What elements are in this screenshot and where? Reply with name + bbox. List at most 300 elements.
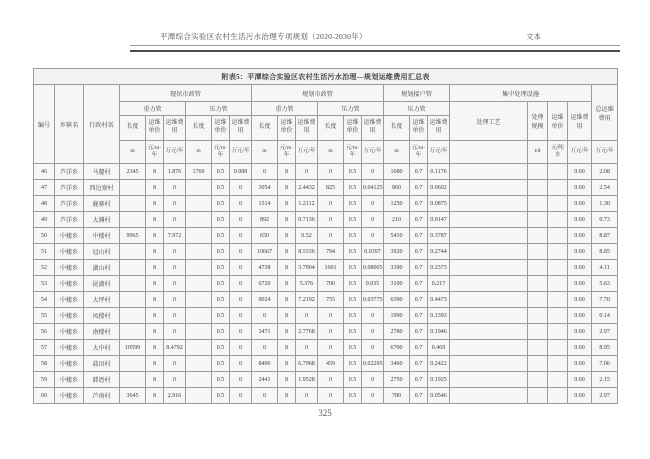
table-row bbox=[34, 292, 618, 308]
table-cell: 51 bbox=[34, 244, 55, 260]
table-cell: 0.00 bbox=[568, 196, 592, 212]
table-cell: 8 bbox=[146, 164, 164, 180]
table-cell: 46 bbox=[34, 164, 55, 180]
table-cell: 0 bbox=[362, 340, 384, 356]
table-cell: 8 bbox=[278, 388, 296, 404]
table-cell bbox=[528, 180, 548, 196]
table-row bbox=[34, 164, 618, 180]
header-cell-length: 长度 bbox=[186, 116, 212, 141]
table-cell: 0.0546 bbox=[428, 388, 450, 404]
table-cell: 60 bbox=[34, 388, 55, 404]
header-group-central: 集中处理设施 bbox=[450, 85, 592, 102]
table-cell: 0 bbox=[362, 212, 384, 228]
table-cell bbox=[120, 212, 146, 228]
header-cell-om-cost: 运维费用 bbox=[164, 116, 186, 141]
table-cell bbox=[120, 180, 146, 196]
table-cell: 8 bbox=[146, 356, 164, 372]
table-cell bbox=[548, 308, 568, 324]
table-cell: 3645 bbox=[120, 388, 146, 404]
table-row bbox=[34, 196, 618, 212]
table-cell: 1.2112 bbox=[296, 196, 318, 212]
table-cell: 1601 bbox=[318, 260, 344, 276]
table-cell bbox=[450, 388, 528, 404]
table-cell: 892 bbox=[252, 212, 278, 228]
table-cell: 8 bbox=[278, 340, 296, 356]
table-cell: 0 bbox=[318, 196, 344, 212]
table-cell bbox=[528, 324, 548, 340]
header-rule-thick bbox=[130, 50, 620, 52]
header-rule-thin bbox=[130, 45, 620, 46]
header-cell-unit-price: 运维单价 bbox=[146, 116, 164, 141]
table-cell: 0.00 bbox=[568, 292, 592, 308]
table-cell bbox=[548, 340, 568, 356]
table-cell: 8 bbox=[146, 308, 164, 324]
table-cell bbox=[450, 180, 528, 196]
unit-cell-per-m: 元/m·年 bbox=[410, 141, 428, 164]
unit-cell-wan: 万元/年 bbox=[230, 141, 252, 164]
table-cell: 0.5 bbox=[212, 372, 230, 388]
table-cell: 马腿村 bbox=[84, 164, 120, 180]
table-row bbox=[34, 212, 618, 228]
table-cell: 0.00 bbox=[568, 356, 592, 372]
table-row bbox=[34, 228, 618, 244]
table-cell: 2.7768 bbox=[296, 324, 318, 340]
table-cell: 0 bbox=[230, 180, 252, 196]
table-cell: 6.7968 bbox=[296, 356, 318, 372]
table-cell: 53 bbox=[34, 276, 55, 292]
table-cell: 0 bbox=[164, 356, 186, 372]
unit-cell-blank bbox=[450, 141, 528, 164]
table-cell: 9024 bbox=[252, 292, 278, 308]
table-cell: 50 bbox=[34, 228, 55, 244]
table-cell: 6720 bbox=[252, 276, 278, 292]
table-cell: 0 bbox=[362, 196, 384, 212]
table-cell: 0.5 bbox=[212, 260, 230, 276]
table-cell: 8 bbox=[146, 212, 164, 228]
table-cell: 0.04125 bbox=[362, 180, 384, 196]
table-cell: 0.7 bbox=[410, 244, 428, 260]
table-cell: 0 bbox=[230, 276, 252, 292]
table-cell: 8 bbox=[146, 340, 164, 356]
table-cell: 0.0875 bbox=[428, 196, 450, 212]
table-cell: 中楼乡 bbox=[55, 388, 84, 404]
table-cell: 0.00 bbox=[568, 324, 592, 340]
unit-cell-m: m bbox=[186, 141, 212, 164]
table-cell: 2.08 bbox=[592, 164, 618, 180]
header-sub-pressure: 压力管 bbox=[384, 102, 450, 116]
table-cell: 0 bbox=[164, 212, 186, 228]
table-cell: 0 bbox=[318, 164, 344, 180]
table-cell: 794 bbox=[318, 244, 344, 260]
table-cell: 0.5 bbox=[212, 340, 230, 356]
header-cell-scale: 处理规模 bbox=[528, 102, 548, 141]
table-cell bbox=[120, 276, 146, 292]
table-cell: 0 bbox=[318, 228, 344, 244]
table-cell bbox=[450, 292, 528, 308]
table-cell bbox=[186, 372, 212, 388]
table-cell: 盐田村 bbox=[84, 356, 120, 372]
table-cell: 0.7 bbox=[410, 212, 428, 228]
table-cell: 8 bbox=[146, 388, 164, 404]
table-cell: 8.95 bbox=[592, 340, 618, 356]
table-cell: 3.7904 bbox=[296, 260, 318, 276]
table-cell: 0 bbox=[230, 212, 252, 228]
cost-summary-table-wrap bbox=[33, 68, 618, 404]
table-cell: 2345 bbox=[120, 164, 146, 180]
table-cell: 中楼乡 bbox=[55, 276, 84, 292]
table-cell: 5.376 bbox=[296, 276, 318, 292]
table-cell bbox=[548, 388, 568, 404]
table-cell: 0.7 bbox=[410, 164, 428, 180]
unit-cell-per-ton: 元/吨水 bbox=[548, 141, 568, 164]
table-cell bbox=[186, 308, 212, 324]
table-cell: 中楼乡 bbox=[55, 324, 84, 340]
table-cell: 0.5 bbox=[344, 180, 362, 196]
table-cell: 6700 bbox=[384, 340, 410, 356]
table-cell: 0.7 bbox=[410, 388, 428, 404]
table-cell bbox=[186, 276, 212, 292]
table-cell: 8.85 bbox=[592, 244, 618, 260]
header-cell-central-unit-price: 运维单价 bbox=[548, 102, 568, 141]
table-cell bbox=[450, 276, 528, 292]
table-cell: 0.217 bbox=[428, 276, 450, 292]
table-cell: 8.87 bbox=[592, 228, 618, 244]
table-cell bbox=[528, 212, 548, 228]
table-cell: 大渊村 bbox=[84, 212, 120, 228]
table-cell: 0 bbox=[362, 388, 384, 404]
table-cell: 中楼乡 bbox=[55, 372, 84, 388]
table-cell: 0.5 bbox=[344, 340, 362, 356]
table-cell: 芦洋乡 bbox=[55, 212, 84, 228]
table-cell: 7.2192 bbox=[296, 292, 318, 308]
table-cell: 2780 bbox=[384, 324, 410, 340]
unit-cell-per-m: 元/m·年 bbox=[344, 141, 362, 164]
table-title: 附表5：平潭综合实验区农村生活污水治理—规划运维费用汇总表 bbox=[34, 69, 618, 85]
table-cell: 0 bbox=[252, 164, 278, 180]
header-cell-unit-price: 运维单价 bbox=[410, 116, 428, 141]
table-cell: 0.5 bbox=[344, 228, 362, 244]
table-cell: 3054 bbox=[252, 180, 278, 196]
table-cell bbox=[186, 356, 212, 372]
table-cell: 韩厝村 bbox=[84, 372, 120, 388]
table-cell: 0.03775 bbox=[362, 292, 384, 308]
table-cell: 55 bbox=[34, 308, 55, 324]
table-cell bbox=[120, 372, 146, 388]
table-cell: 52 bbox=[34, 260, 55, 276]
table-cell: 10667 bbox=[252, 244, 278, 260]
table-cell: 0.00 bbox=[568, 180, 592, 196]
table-cell bbox=[528, 372, 548, 388]
table-cell: 0 bbox=[164, 372, 186, 388]
table-cell: 昆湖村 bbox=[84, 276, 120, 292]
table-cell bbox=[548, 292, 568, 308]
table-cell: 8 bbox=[146, 260, 164, 276]
table-cell: 459 bbox=[318, 356, 344, 372]
table-cell: 8 bbox=[278, 196, 296, 212]
table-cell: 0.5 bbox=[212, 356, 230, 372]
table-cell bbox=[528, 292, 548, 308]
table-cell: 0.1925 bbox=[428, 372, 450, 388]
table-cell: 8.4792 bbox=[164, 340, 186, 356]
unit-cell-m: m bbox=[120, 141, 146, 164]
table-cell: 0 bbox=[230, 196, 252, 212]
table-cell bbox=[528, 164, 548, 180]
unit-cell-wan: 万元/年 bbox=[362, 141, 384, 164]
table-cell: 825 bbox=[318, 180, 344, 196]
table-cell: 0 bbox=[318, 372, 344, 388]
table-cell bbox=[548, 180, 568, 196]
table-cell: 0.2422 bbox=[428, 356, 450, 372]
table-cell bbox=[528, 244, 548, 260]
header-cell-unit-price: 运维单价 bbox=[344, 116, 362, 141]
table-cell: 210 bbox=[384, 212, 410, 228]
table-cell bbox=[548, 228, 568, 244]
header-sub-pressure: 压力管 bbox=[186, 102, 252, 116]
table-cell bbox=[120, 244, 146, 260]
table-cell: 1250 bbox=[384, 196, 410, 212]
header-group-household: 规划接户管 bbox=[384, 85, 450, 102]
table-cell: 0 bbox=[230, 292, 252, 308]
table-cell: 中楼乡 bbox=[55, 244, 84, 260]
table-cell: 0.1176 bbox=[428, 164, 450, 180]
table-cell: 0 bbox=[230, 260, 252, 276]
table-cell: 0.7 bbox=[410, 260, 428, 276]
table-cell: 0.02295 bbox=[362, 356, 384, 372]
table-cell bbox=[548, 324, 568, 340]
table-cell: 700 bbox=[318, 276, 344, 292]
unit-cell-wan: 万元/年 bbox=[592, 141, 618, 164]
table-cell: 0.7 bbox=[410, 228, 428, 244]
table-cell: 7.70 bbox=[592, 292, 618, 308]
table-cell: 8 bbox=[146, 372, 164, 388]
table-cell: 10599 bbox=[120, 340, 146, 356]
table-cell: 中楼乡 bbox=[55, 292, 84, 308]
table-cell: 48 bbox=[34, 196, 55, 212]
table-cell: 8 bbox=[278, 356, 296, 372]
header-cell-unit-price: 运维单价 bbox=[278, 116, 296, 141]
table-cell: 0.0397 bbox=[362, 244, 384, 260]
table-cell: 9965 bbox=[120, 228, 146, 244]
table-cell bbox=[450, 308, 528, 324]
table-cell: 8 bbox=[278, 212, 296, 228]
unit-cell-per-m: 元/m·年 bbox=[146, 141, 164, 164]
unit-cell-per-m: 元/m·年 bbox=[278, 141, 296, 164]
table-cell: 47 bbox=[34, 180, 55, 196]
table-cell: 3471 bbox=[252, 324, 278, 340]
table-cell: 0 bbox=[230, 324, 252, 340]
table-cell: 0.7 bbox=[410, 372, 428, 388]
table-cell: 0.7 bbox=[410, 180, 428, 196]
table-cell: 0.00 bbox=[568, 340, 592, 356]
table-cell: 8.5336 bbox=[296, 244, 318, 260]
table-cell bbox=[450, 324, 528, 340]
header-cell-process: 处理工艺 bbox=[450, 102, 528, 141]
table-cell: 湖山村 bbox=[84, 260, 120, 276]
table-cell: 59 bbox=[34, 372, 55, 388]
table-cell: 0 bbox=[362, 164, 384, 180]
table-row bbox=[34, 324, 618, 340]
header-cell-unit-price: 运维单价 bbox=[212, 116, 230, 141]
table-cell: 0 bbox=[230, 340, 252, 356]
table-cell bbox=[548, 260, 568, 276]
header-sub-gravity: 重力管 bbox=[252, 102, 318, 116]
table-cell: 8 bbox=[278, 228, 296, 244]
table-cell: 芦洋乡 bbox=[55, 196, 84, 212]
header-cell-om-cost: 运维费用 bbox=[230, 116, 252, 141]
table-cell: 2.97 bbox=[592, 324, 618, 340]
table-cell: 0 bbox=[318, 340, 344, 356]
table-cell bbox=[548, 356, 568, 372]
table-cell: 1.876 bbox=[164, 164, 186, 180]
table-cell bbox=[186, 340, 212, 356]
table-cell bbox=[450, 164, 528, 180]
table-cell: 650 bbox=[252, 228, 278, 244]
table-cell: 0.7 bbox=[410, 276, 428, 292]
table-cell bbox=[120, 308, 146, 324]
table-cell: 0.00 bbox=[568, 388, 592, 404]
table-cell: 0.5 bbox=[344, 212, 362, 228]
header-sub-gravity: 重力管 bbox=[120, 102, 186, 116]
page-header-title: 平潭综合实验区农村生活污水治理专项规划（2020-2030年） bbox=[160, 32, 367, 41]
table-cell: 0 bbox=[164, 196, 186, 212]
table-cell bbox=[548, 212, 568, 228]
table-cell: 0.5 bbox=[212, 196, 230, 212]
table-cell: 0.00 bbox=[568, 164, 592, 180]
table-cell: 0.5 bbox=[212, 292, 230, 308]
table-cell: 0 bbox=[164, 180, 186, 196]
unit-cell-wan: 万元/年 bbox=[164, 141, 186, 164]
table-cell: 0.00 bbox=[568, 260, 592, 276]
table-cell: 57 bbox=[34, 340, 55, 356]
table-cell: 0.5 bbox=[344, 356, 362, 372]
table-cell bbox=[186, 180, 212, 196]
table-cell: 755 bbox=[318, 292, 344, 308]
table-row bbox=[34, 260, 618, 276]
cost-summary-table bbox=[33, 68, 618, 404]
table-cell bbox=[120, 292, 146, 308]
table-cell bbox=[120, 196, 146, 212]
table-cell bbox=[450, 260, 528, 276]
table-cell: 0.00 bbox=[568, 276, 592, 292]
table-cell: 8 bbox=[278, 180, 296, 196]
table-cell: 0 bbox=[164, 260, 186, 276]
header-cell-om-cost: 运维费用 bbox=[296, 116, 318, 141]
table-cell: 0.00 bbox=[568, 228, 592, 244]
table-cell: 0 bbox=[362, 372, 384, 388]
table-cell: 0 bbox=[296, 340, 318, 356]
table-cell bbox=[186, 324, 212, 340]
header-group-planned: 规划市政管 bbox=[252, 85, 384, 102]
table-cell: 中楼乡 bbox=[55, 340, 84, 356]
table-cell: 大中村 bbox=[84, 340, 120, 356]
table-cell: 0.5 bbox=[212, 308, 230, 324]
table-cell bbox=[528, 196, 548, 212]
unit-cell-m: m bbox=[384, 141, 410, 164]
table-cell: 芦南村 bbox=[84, 388, 120, 404]
table-cell: 8496 bbox=[252, 356, 278, 372]
table-cell: 0.7 bbox=[410, 340, 428, 356]
table-cell: 0.5 bbox=[212, 164, 230, 180]
table-cell: 4.11 bbox=[592, 260, 618, 276]
table-cell bbox=[120, 324, 146, 340]
table-cell: 8 bbox=[146, 196, 164, 212]
header-cell-total: 总运维费用 bbox=[592, 85, 618, 141]
table-cell: 8 bbox=[278, 372, 296, 388]
table-cell: 8 bbox=[146, 244, 164, 260]
header-cell-no: 编号 bbox=[34, 85, 55, 164]
header-group-existing: 现状市政管 bbox=[120, 85, 252, 102]
table-cell: 860 bbox=[384, 180, 410, 196]
header-cell-village: 行政村名 bbox=[84, 85, 120, 164]
table-cell: 0.5 bbox=[344, 308, 362, 324]
table-cell: 中楼村 bbox=[84, 228, 120, 244]
header-sub-pressure: 压力管 bbox=[318, 102, 384, 116]
table-cell: 780 bbox=[384, 388, 410, 404]
unit-cell-per-m: 元/m·年 bbox=[212, 141, 230, 164]
table-cell: 0.08005 bbox=[362, 260, 384, 276]
table-cell bbox=[548, 276, 568, 292]
table-cell: 0 bbox=[230, 356, 252, 372]
table-cell: 0.00 bbox=[568, 372, 592, 388]
table-cell bbox=[186, 260, 212, 276]
table-cell: 0.7 bbox=[410, 356, 428, 372]
table-cell: 0 bbox=[230, 308, 252, 324]
table-cell: 2441 bbox=[252, 372, 278, 388]
table-cell: 8 bbox=[278, 260, 296, 276]
table-cell bbox=[528, 340, 548, 356]
table-cell: 0.5 bbox=[212, 244, 230, 260]
table-cell: 7.06 bbox=[592, 356, 618, 372]
table-cell: 凤楼村 bbox=[84, 308, 120, 324]
table-cell: 1.9528 bbox=[296, 372, 318, 388]
unit-cell-wan: 万元/年 bbox=[428, 141, 450, 164]
table-cell: 8 bbox=[278, 324, 296, 340]
table-cell: 0 bbox=[164, 276, 186, 292]
unit-cell-wan: 万元/年 bbox=[568, 141, 592, 164]
table-cell: 芦洋乡 bbox=[55, 164, 84, 180]
table-cell: 0.52 bbox=[296, 228, 318, 244]
table-cell bbox=[186, 228, 212, 244]
table-cell: 0 bbox=[230, 388, 252, 404]
table-cell: 0.7 bbox=[410, 324, 428, 340]
table-cell: 0.5 bbox=[344, 260, 362, 276]
table-cell bbox=[186, 212, 212, 228]
table-cell: 0 bbox=[318, 212, 344, 228]
table-cell: 0.1946 bbox=[428, 324, 450, 340]
table-cell: 0 bbox=[230, 228, 252, 244]
table-cell: 0.035 bbox=[362, 276, 384, 292]
table-cell bbox=[450, 228, 528, 244]
table-cell: 0.2373 bbox=[428, 260, 450, 276]
table-cell: 0.73 bbox=[592, 212, 618, 228]
table-cell: 0.5 bbox=[212, 276, 230, 292]
table-cell: 54 bbox=[34, 292, 55, 308]
table-cell: 0.7 bbox=[410, 292, 428, 308]
header-cell-length: 长度 bbox=[120, 116, 146, 141]
table-row bbox=[34, 244, 618, 260]
table-cell: 大坪村 bbox=[84, 292, 120, 308]
table-cell: 8 bbox=[278, 244, 296, 260]
unit-cell-m: m bbox=[318, 141, 344, 164]
table-cell: 5410 bbox=[384, 228, 410, 244]
header-cell-central-om-cost: 运维费用 bbox=[568, 102, 592, 141]
table-row bbox=[34, 308, 618, 324]
table-cell: 西边寮村 bbox=[84, 180, 120, 196]
header-cell-length: 长度 bbox=[252, 116, 278, 141]
table-cell: 8 bbox=[278, 292, 296, 308]
header-cell-om-cost: 运维费用 bbox=[428, 116, 450, 141]
table-cell: 0.5 bbox=[344, 276, 362, 292]
